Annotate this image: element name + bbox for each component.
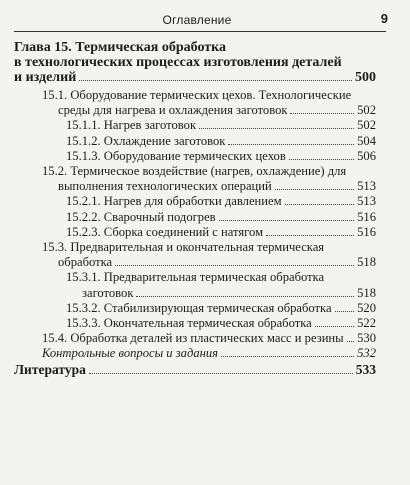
entry-title-line1: 15.1. Оборудование термических цехов. Технологические <box>42 88 352 102</box>
entry-title: 15.1.3. Оборудование термических цехов <box>66 148 286 163</box>
dot-leader <box>136 296 354 297</box>
dot-leader <box>79 80 352 81</box>
entry-title-line2: выполнения технологических операций <box>58 179 272 194</box>
chapter-title-line1: Глава 15. Термическая обработка <box>14 40 227 55</box>
running-header <box>12 10 388 30</box>
toc-chapter-15[interactable] <box>14 40 376 85</box>
entry-page: 520 <box>357 300 376 315</box>
entry-row <box>42 255 376 270</box>
toc-entry-15-1[interactable] <box>14 88 376 118</box>
entry-title: 15.2.1. Нагрев для обработки давлением <box>66 194 282 209</box>
toc-entry-15-1-3[interactable] <box>14 149 376 164</box>
entry-page: 532 <box>357 346 376 361</box>
dot-leader <box>290 113 354 114</box>
entry-title: 15.2.3. Сборка соединений с натягом <box>66 224 264 239</box>
toc-entry-15-4[interactable] <box>14 331 376 346</box>
dot-leader <box>115 265 354 266</box>
dot-leader <box>228 144 354 145</box>
entry-row <box>66 286 376 301</box>
toc-entry-literature[interactable] <box>14 362 376 377</box>
toc-entry-15-1-1[interactable] <box>14 118 376 133</box>
entry-page: 522 <box>357 316 376 331</box>
chapter-title-line2: в технологических процессах изготовления деталей <box>14 55 342 70</box>
dot-leader <box>275 189 354 190</box>
entry-row <box>42 179 376 194</box>
entry-title: 15.3.2. Стабилизирующая термическая обработка <box>66 300 332 315</box>
dot-leader <box>289 159 354 160</box>
header-page-number: 9 <box>380 11 388 26</box>
chapter-page: 500 <box>355 70 376 85</box>
toc-entry-15-2-2[interactable] <box>14 210 376 225</box>
entry-row <box>42 103 376 118</box>
table-of-contents <box>14 40 376 377</box>
entry-page: 506 <box>357 148 376 163</box>
dot-leader <box>335 311 355 312</box>
dot-leader <box>347 341 354 342</box>
dot-leader <box>285 204 355 205</box>
toc-entry-15-3-3[interactable] <box>14 316 376 331</box>
entry-title: 15.2.2. Сварочный подогрев <box>66 209 216 224</box>
entry-page: 513 <box>357 194 376 209</box>
entry-title-line2: обработка <box>58 255 113 270</box>
toc-entry-15-3[interactable] <box>14 240 376 270</box>
toc-entry-15-1-2[interactable] <box>14 134 376 149</box>
entry-title-line2: заготовок <box>82 285 134 300</box>
entry-page: 518 <box>357 255 376 270</box>
toc-entry-15-2[interactable] <box>14 164 376 194</box>
entry-title: 15.3.3. Окончательная термическая обработка <box>66 316 312 331</box>
entry-title: Контрольные вопросы и задания <box>42 346 219 361</box>
header-rule <box>14 31 386 32</box>
toc-entry-15-3-1[interactable] <box>14 270 376 300</box>
chapter-title-line3-row <box>14 70 376 85</box>
entry-page: 513 <box>357 179 376 194</box>
toc-entry-15-2-3[interactable] <box>14 225 376 240</box>
entry-page: 502 <box>357 103 376 118</box>
entry-title: 15.1.1. Нагрев заготовок <box>66 118 197 133</box>
entry-title: 15.4. Обработка деталей из пластических масс и резины <box>42 331 344 346</box>
entry-title-line1: 15.2. Термическое воздействие (нагрев, охлаждение) для <box>42 164 347 179</box>
entry-title-line2: среды для нагрева и охлаждения заготовок <box>58 103 288 118</box>
entry-page: 533 <box>355 361 376 377</box>
toc-entry-questions[interactable] <box>14 346 376 361</box>
entry-title: 15.1.2. Охлаждение заготовок <box>66 133 226 148</box>
dot-leader <box>89 373 353 374</box>
dot-leader <box>266 235 354 236</box>
entry-page: 518 <box>357 285 376 300</box>
entry-page: 516 <box>357 224 376 239</box>
dot-leader <box>221 356 354 357</box>
entry-title-line1: 15.3.1. Предварительная термическая обработка <box>66 270 325 285</box>
header-title: Оглавление <box>162 13 232 27</box>
toc-entry-15-3-2[interactable] <box>14 301 376 316</box>
entry-title-line1: 15.3. Предварительная и окончательная термическая <box>42 240 325 255</box>
chapter-title-line3: и изделий <box>14 70 77 85</box>
entry-page: 504 <box>357 133 376 148</box>
entry-title: Литература <box>14 361 86 377</box>
entry-page: 530 <box>357 331 376 346</box>
dot-leader <box>219 220 354 221</box>
dot-leader <box>199 128 354 129</box>
toc-entry-15-2-1[interactable] <box>14 194 376 209</box>
entry-page: 516 <box>357 209 376 224</box>
dot-leader <box>315 326 354 327</box>
entry-page: 502 <box>357 118 376 133</box>
